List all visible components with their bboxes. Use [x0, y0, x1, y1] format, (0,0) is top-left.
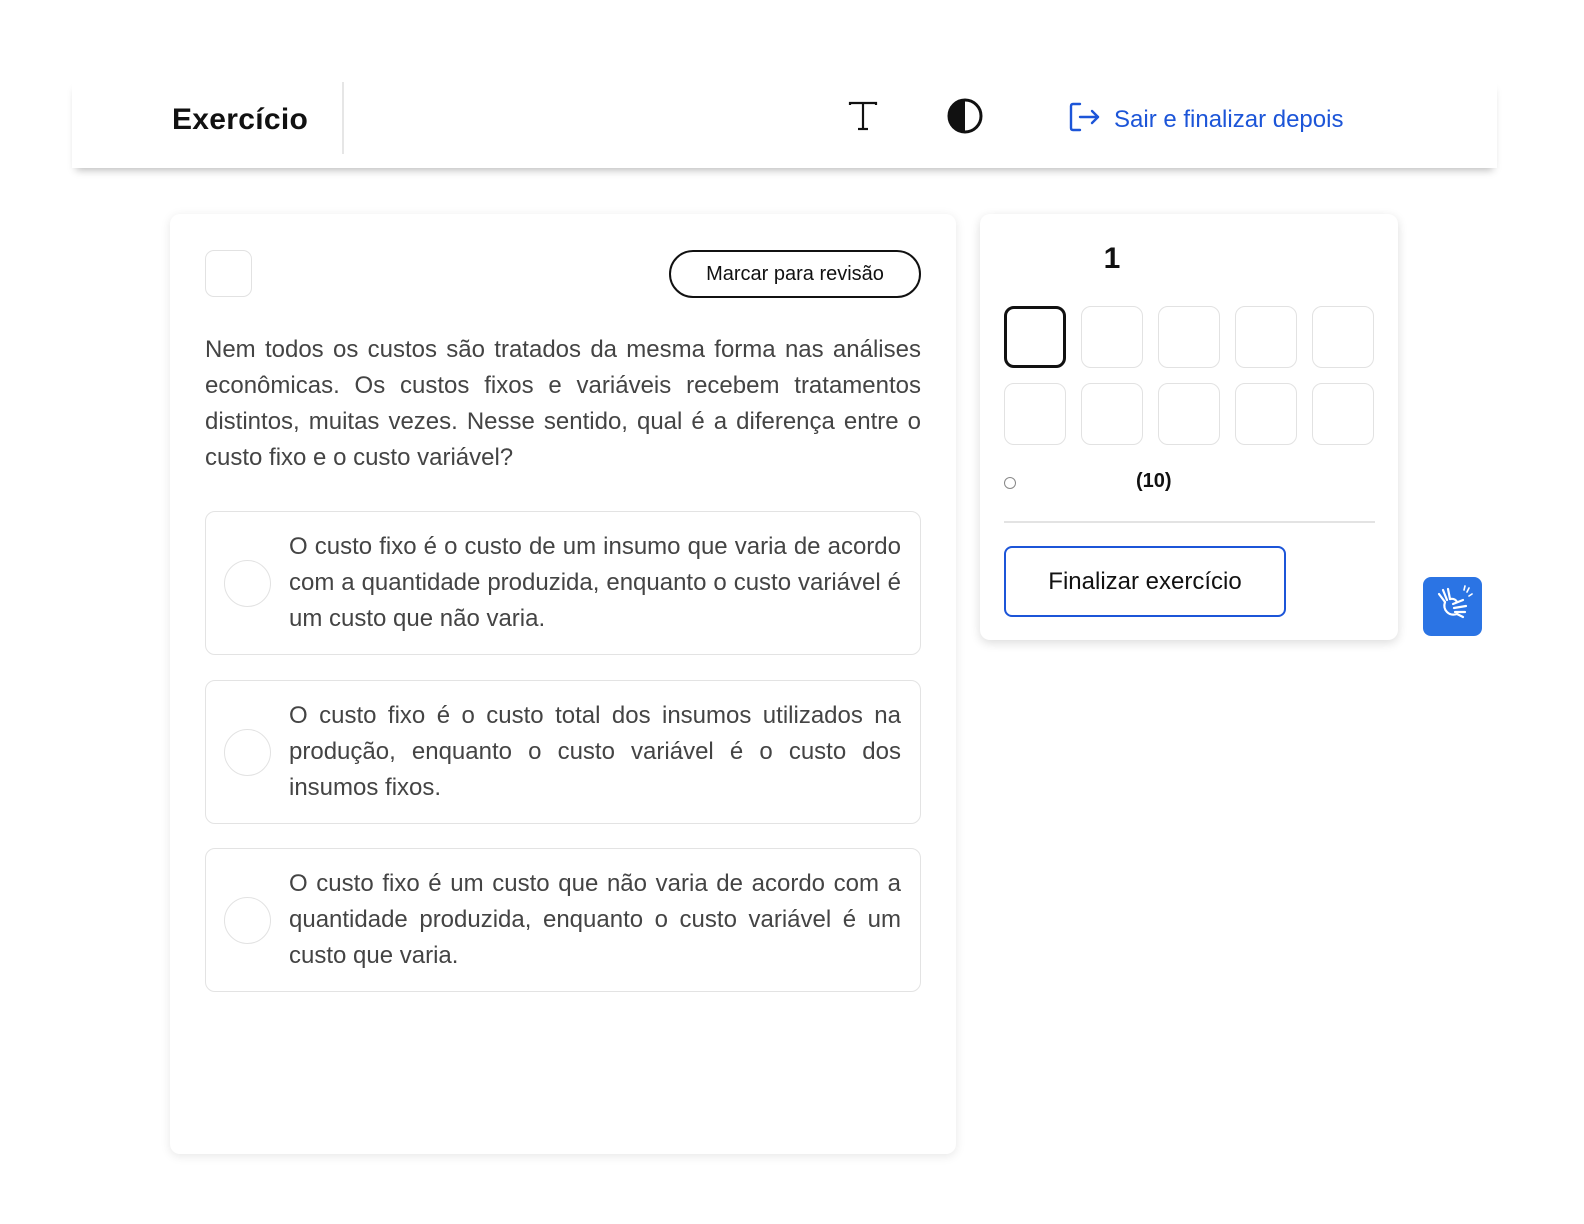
- panel-divider: [1004, 521, 1375, 523]
- question-nav-box[interactable]: [1235, 383, 1297, 445]
- question-nav-box[interactable]: [1081, 306, 1143, 368]
- question-nav-box[interactable]: [1158, 306, 1220, 368]
- question-statement: Nem todos os custos são tratados da mesma forma nas análises econômicas. Os custos fixos e variáveis recebem tratamentos distintos, muitas vezes. Nesse sentido, qual é a diferença entre o custo fixo e o custo variável?: [205, 336, 921, 471]
- question-nav-box[interactable]: [1004, 383, 1066, 445]
- answer-option[interactable]: [205, 511, 921, 655]
- logout-icon: [1068, 101, 1102, 140]
- top-header: [72, 80, 1497, 168]
- answer-option[interactable]: [205, 848, 921, 992]
- question-nav-box[interactable]: [1235, 306, 1297, 368]
- question-nav-box[interactable]: [1004, 306, 1066, 368]
- unanswered-count: (10): [1136, 470, 1172, 492]
- question-nav-box[interactable]: [1312, 383, 1374, 445]
- unanswered-legend-dot: [1004, 477, 1016, 489]
- question-nav-box[interactable]: [1158, 383, 1220, 445]
- sign-language-hands-icon: [1433, 584, 1473, 629]
- answer-option[interactable]: [205, 680, 921, 824]
- exit-and-finish-later-link[interactable]: [1068, 100, 1343, 140]
- question-nav-box[interactable]: [1312, 306, 1374, 368]
- exit-link-label: Sair e finalizar depois: [1114, 106, 1344, 133]
- option-radio[interactable]: [224, 897, 271, 944]
- question-grid: [1004, 306, 1374, 445]
- option-text: O custo fixo é um custo que não varia de acordo com a quantidade produzida, enquanto o custo variável é um custo que varia.: [289, 870, 901, 969]
- question-select-checkbox[interactable]: [205, 250, 252, 297]
- current-question-number: 1: [1103, 242, 1121, 275]
- question-navigator-panel: [980, 214, 1398, 640]
- option-radio[interactable]: [224, 729, 271, 776]
- page-title: Exercício: [172, 103, 309, 136]
- contrast-button[interactable]: [940, 96, 990, 140]
- sign-language-button[interactable]: [1423, 577, 1482, 636]
- contrast-icon: [946, 97, 984, 140]
- question-nav-box[interactable]: [1081, 383, 1143, 445]
- question-card: [170, 214, 956, 1154]
- font-size-button[interactable]: [837, 96, 889, 140]
- header-divider: [342, 82, 344, 154]
- text-size-icon: [847, 100, 879, 137]
- finish-exercise-button[interactable]: Finalizar exercício: [1004, 546, 1286, 617]
- option-radio[interactable]: [224, 560, 271, 607]
- option-text: O custo fixo é o custo total dos insumos utilizados na produção, enquanto o custo variável é o custo dos insumos fixos.: [289, 702, 901, 801]
- option-text: O custo fixo é o custo de um insumo que varia de acordo com a quantidade produzida, enquanto o custo variável é um custo que não varia.: [289, 533, 901, 632]
- mark-for-review-button[interactable]: Marcar para revisão: [669, 250, 921, 298]
